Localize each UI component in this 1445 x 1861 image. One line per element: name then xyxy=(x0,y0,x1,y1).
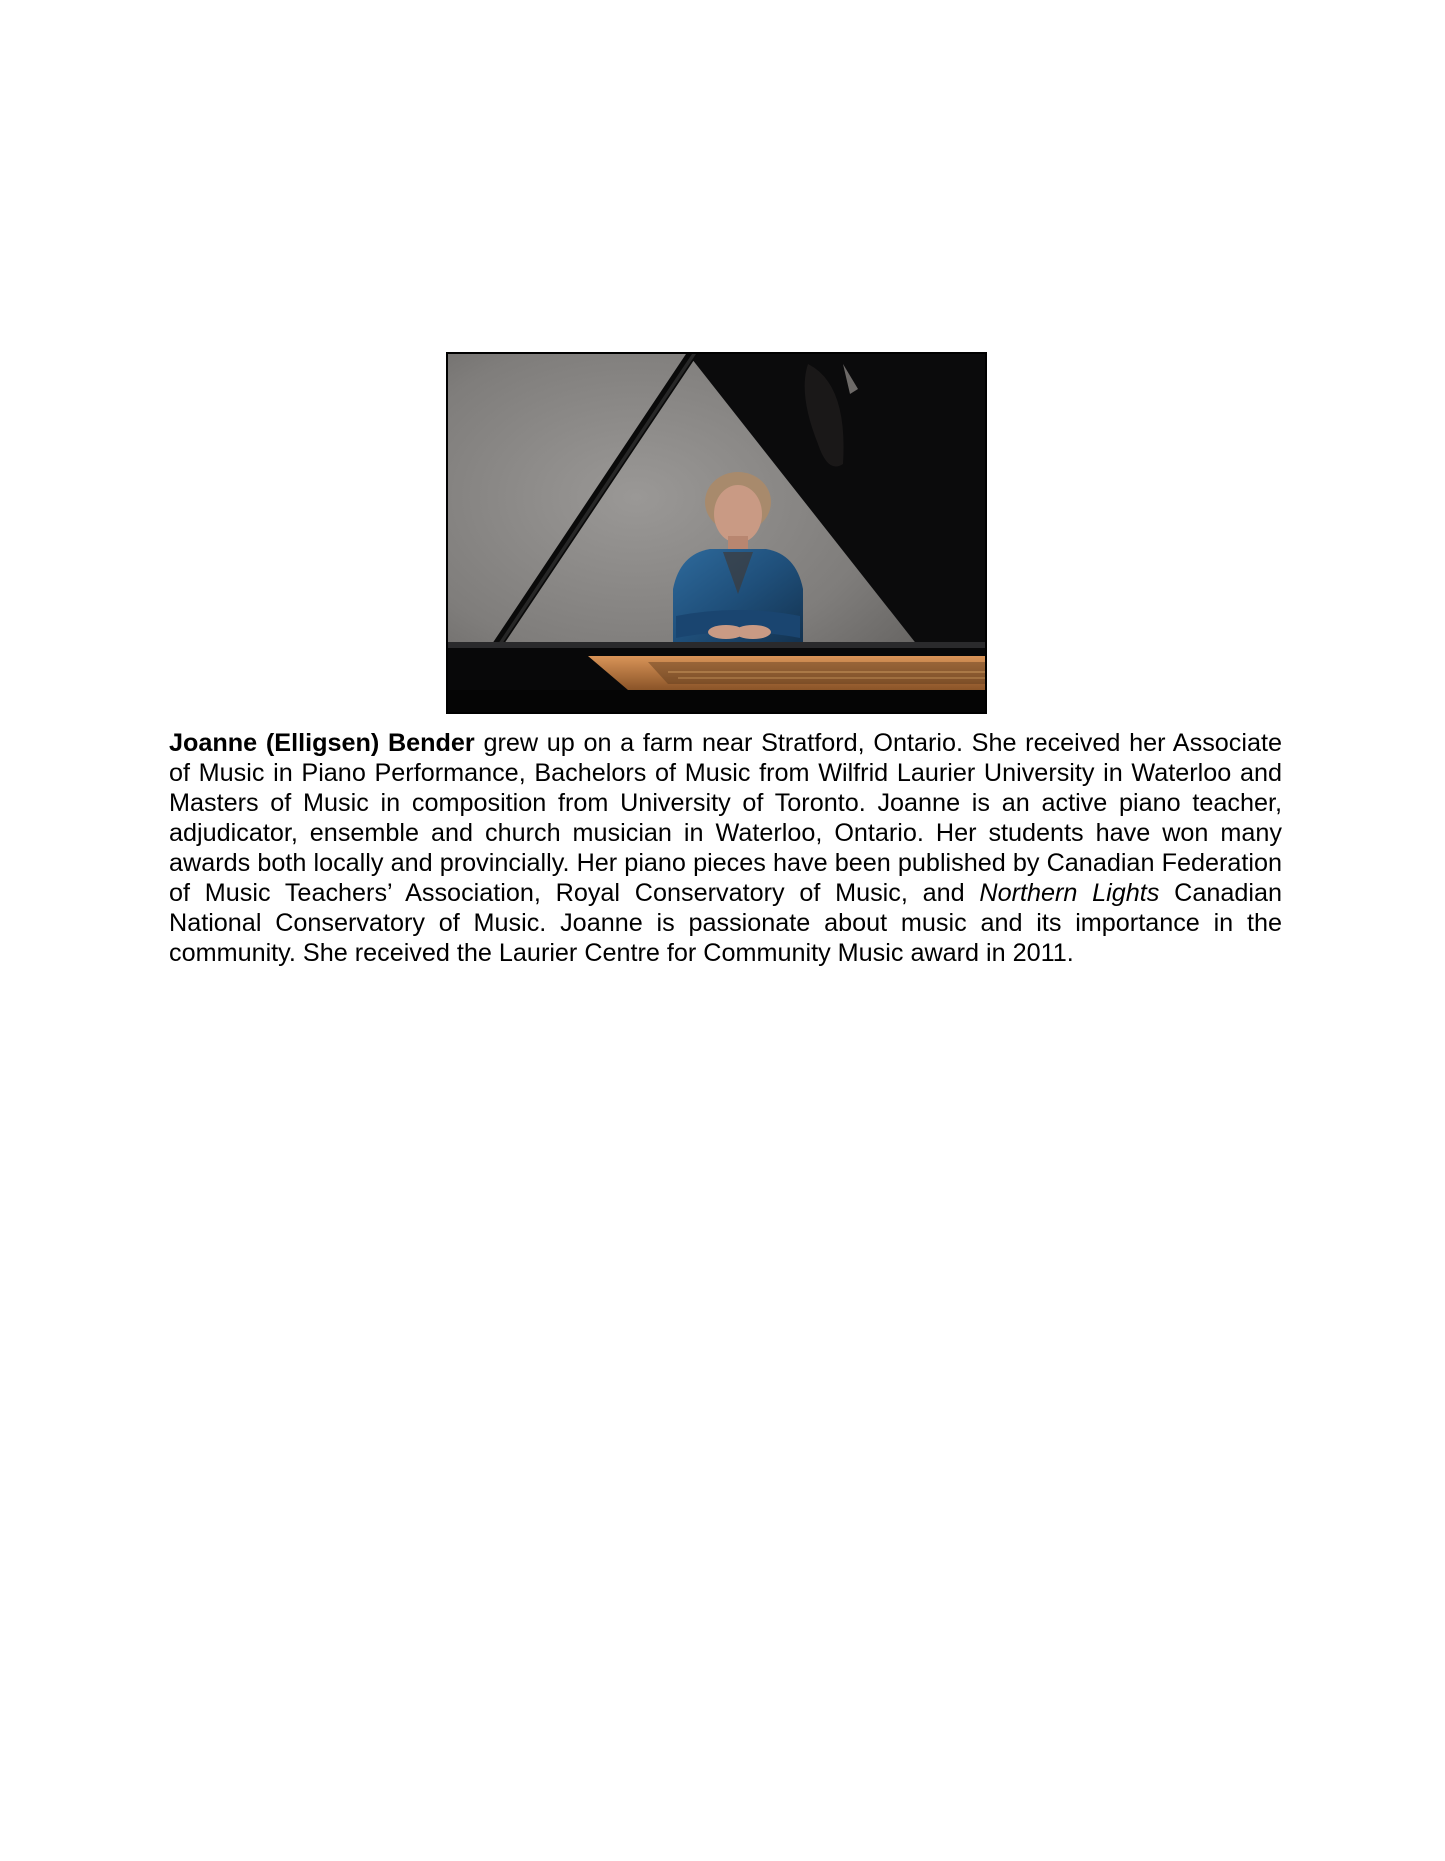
pianist-name: Joanne (Elligsen) Bender xyxy=(169,729,475,757)
bio-text-part2: Canadian National Conservatory of Music. Joanne is passionate about music and its importance in the community. She received the Laurier Centre for Community Music award in 2011. xyxy=(169,879,1282,967)
pianist-at-grand-piano-image xyxy=(448,354,985,712)
bio-text-part1: grew up on a farm near Stratford, Ontario. She received her Associate of Music in Piano Performance, Bachelors of Music from Wilfrid Laurier University in Waterloo and Masters of Music in composition from University of Toronto. Joanne is an active piano teacher, adjudicator, ensemble and church musician in Waterloo, Ontario. Her students have won many awards both locally and provincially. Her piano pieces have been published by Canadian Federation of Music Teachers’ Association, Royal Conservatory of Music, and xyxy=(169,729,1282,907)
face xyxy=(714,485,762,543)
biography-paragraph xyxy=(169,728,1282,968)
publication-title: Northern Lights xyxy=(979,879,1160,907)
portrait-photo xyxy=(446,352,987,714)
